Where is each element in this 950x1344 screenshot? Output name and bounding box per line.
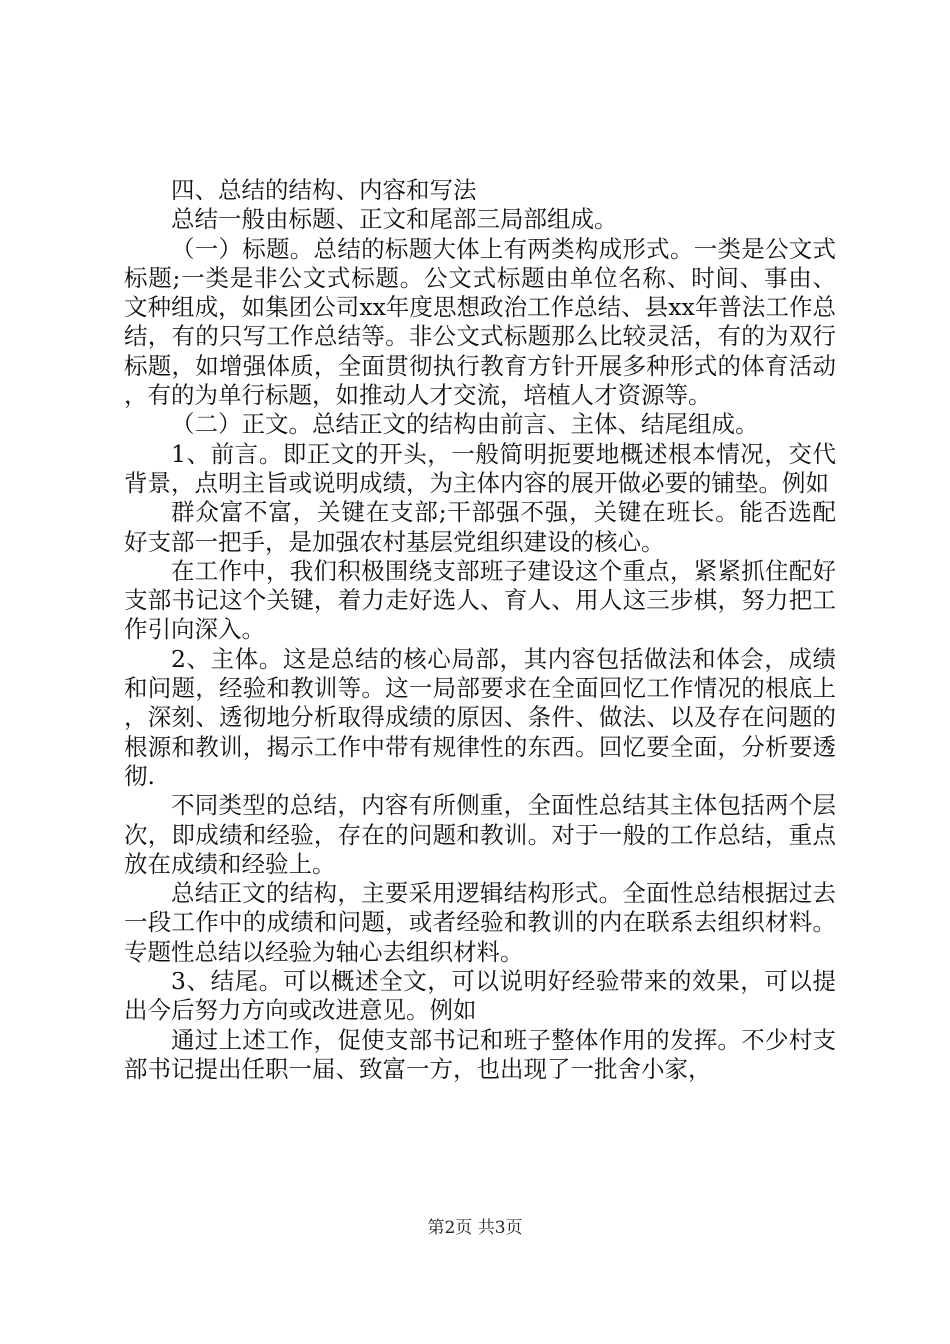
body-paragraph: 3、结尾。可以概述全文，可以说明好经验带来的效果，可以提出今后努力方向或改进意见。例如 — [124, 967, 836, 1025]
body-paragraph: （一）标题。总结的标题大体上有两类构成形式。一类是公文式标题;一类是非公文式标题。公文式标题由单位名称、时间、事由、文种组成，如集团公司xx年度思想政治工作总结、县xx年普法工作总结，有的只写工作总结等。非公文式标题那么比较灵活，有的为双行标题，如增强体质，全面贯彻执行教育方针开展多种形式的体育活动，有的为单行标题，如推动人才交流，培植人才资源等。 — [124, 234, 836, 410]
body-paragraph: 总结一般由标题、正文和尾部三局部组成。 — [171, 205, 618, 234]
body-paragraph: 不同类型的总结，内容有所侧重，全面性总结其主体包括两个层次，即成绩和经验，存在的问题和教训。对于一般的工作总结，重点放在成绩和经验上。 — [124, 791, 836, 878]
section-heading: 四、总结的结构、内容和写法 — [171, 176, 477, 204]
body-paragraph: 在工作中，我们积极围绕支部班子建设这个重点，紧紧抓住配好支部书记这个关键，着力走好选人、育人、用人这三步棋，努力把工作引向深入。 — [124, 556, 836, 644]
body-paragraph: 2、主体。这是总结的核心局部，其内容包括做法和体会，成绩和问题，经验和教训等。这一局部要求在全面回忆工作情况的根底上，深刻、透彻地分析取得成绩的原因、条件、做法、以及存在问题的根源和教训，揭示工作中带有规律性的东西。回忆要全面，分析要透彻. — [124, 644, 836, 790]
body-paragraph: （二）正文。总结正文的结构由前言、主体、结尾组成。 — [171, 410, 759, 439]
body-paragraph: 通过上述工作，促使支部书记和班子整体作用的发挥。不少村支部书记提出任职一届、致富一方，也出现了一批舍小家， — [124, 1025, 836, 1083]
body-paragraph: 总结正文的结构，主要采用逻辑结构形式。全面性总结根据过去一段工作中的成绩和问题，或者经验和教训的内在联系去组织材料。专题性总结以经验为轴心去组织材料。 — [124, 879, 836, 966]
page-number-footer: 第2页 共3页 — [427, 1218, 523, 1238]
document-body — [124, 176, 836, 1084]
body-paragraph: 群众富不富，关键在支部;干部强不强，关键在班长。能否选配好支部一把手，是加强农村基层党组织建设的核心。 — [124, 498, 836, 556]
body-paragraph: 1、前言。即正文的开头，一般简明扼要地概述根本情况，交代背景，点明主旨或说明成绩，为主体内容的展开做必要的铺垫。例如 — [124, 439, 836, 497]
